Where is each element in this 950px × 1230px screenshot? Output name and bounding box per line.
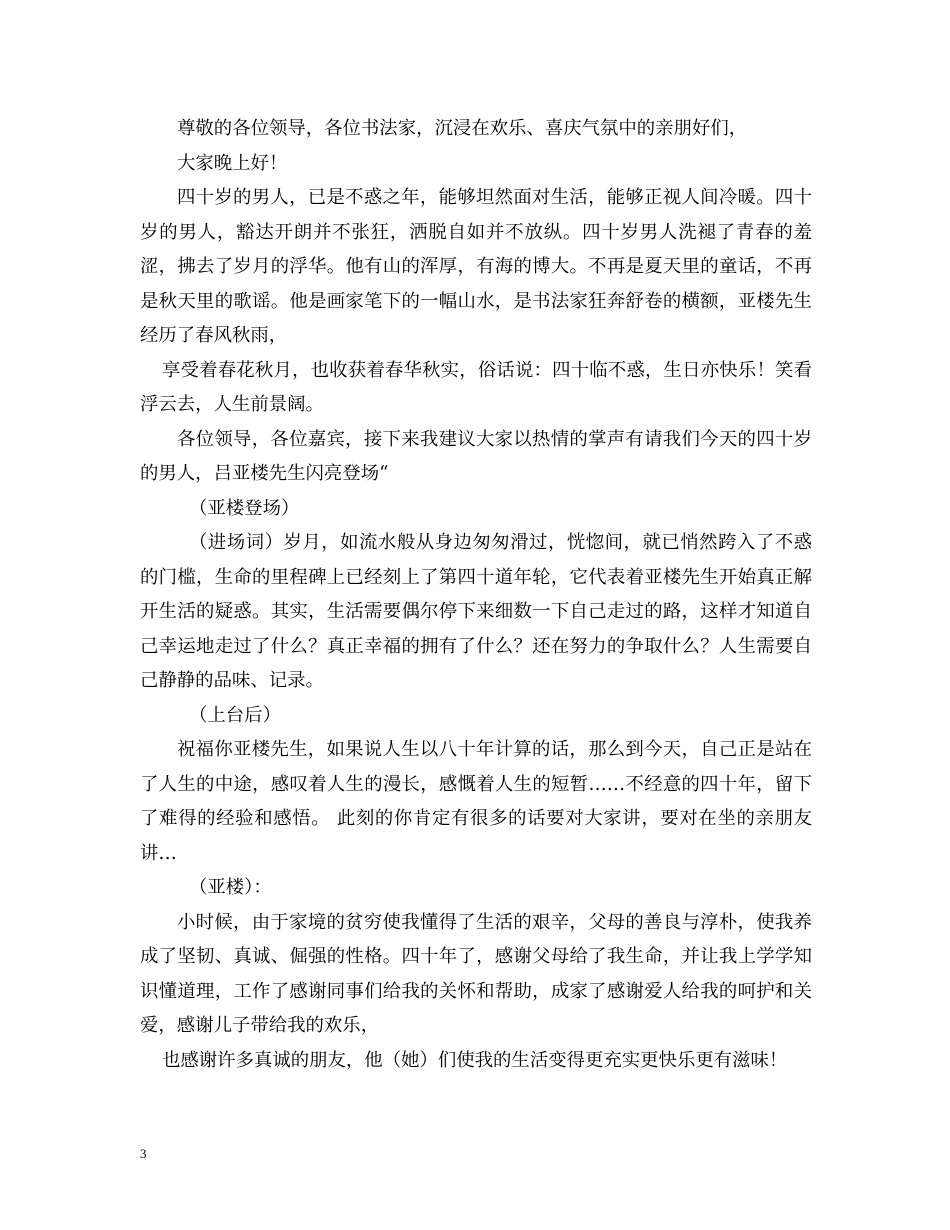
paragraph-entrance-speech: （进场词）岁月，如流水般从身边匆匆滑过，恍惚间，就已悄然跨入了不惑的门槛，生命的里程碑上已经刻上了第四十道年轮，它代表着亚楼先生开始真正解开生活的疑惑。其实，生活需要偶尔停下来细数一下自己走过的路，这样才知道自己幸运地走过了什么？真正幸福的拥有了什么？还在努力的争取什么？人生需要自己静静的品味、记录。 <box>140 532 812 691</box>
stage-direction-entrance: （亚楼登场） <box>189 497 300 519</box>
paragraph-forty-year-old-man: 四十岁的男人，已是不惑之年，能够坦然面对生活，能够正视人间冷暖。四十岁的男人，豁达开朗并不张狂，洒脱自如并不放纵。四十岁男人洗褪了青春的羞涩，拂去了岁月的浮华。他有山的浑厚，有海的博大。不再是夏天里的童话，不再是秋天里的歌谣。他是画家笔下的一幅山水，是书法家狂奔舒卷的横额，亚楼先生经历了春风秋雨， <box>140 187 812 346</box>
paragraph-thanks-friends: 也感谢许多真诚的朋友，他（她）们使我的生活变得更充实更快乐更有滋味！ <box>162 1049 788 1071</box>
document-body <box>140 112 812 1078</box>
good-evening-line: 大家晚上好！ <box>177 152 288 174</box>
page-number: 3 <box>140 1146 147 1161</box>
greeting-line: 尊敬的各位领导，各位书法家，沉浸在欢乐、喜庆气氛中的亲朋好们， <box>177 118 748 139</box>
paragraph-childhood: 小时候，由于家境的贫穷使我懂得了生活的艰辛，父母的善良与淳朴，使我养成了坚韧、真诚、倔强的性格。四十年了，感谢父母给了我生命，并让我上学学知识懂道理，工作了感谢同事们给我的关怀和帮助，成家了感谢爱人给我的呵护和关爱，感谢儿子带给我的欢乐， <box>140 911 812 1036</box>
paragraph-invitation: 各位领导，各位嘉宾，接下来我建议大家以热情的掌声有请我们今天的四十岁的男人，吕亚楼先生闪亮登场“ <box>140 428 812 484</box>
stage-direction-speaker: （亚楼）： <box>189 877 272 898</box>
paragraph-enjoying-spring: 享受着春花秋月，也收获着春华秋实，俗话说：四十临不惑，生日亦快乐！笑看浮云去，人生前景阔。 <box>140 359 812 415</box>
paragraph-blessing: 祝福你亚楼先生，如果说人生以八十年计算的话，那么到今天，自己正是站在了人生的中途，感叹着人生的漫长，感慨着人生的短暂……不经意的四十年，留下了难得的经验和感悟。 此刻的你肯定有很多的话要对大家讲，要对在坐的亲朋友讲… <box>140 739 812 864</box>
stage-direction-on-stage: （上台后） <box>189 704 281 726</box>
